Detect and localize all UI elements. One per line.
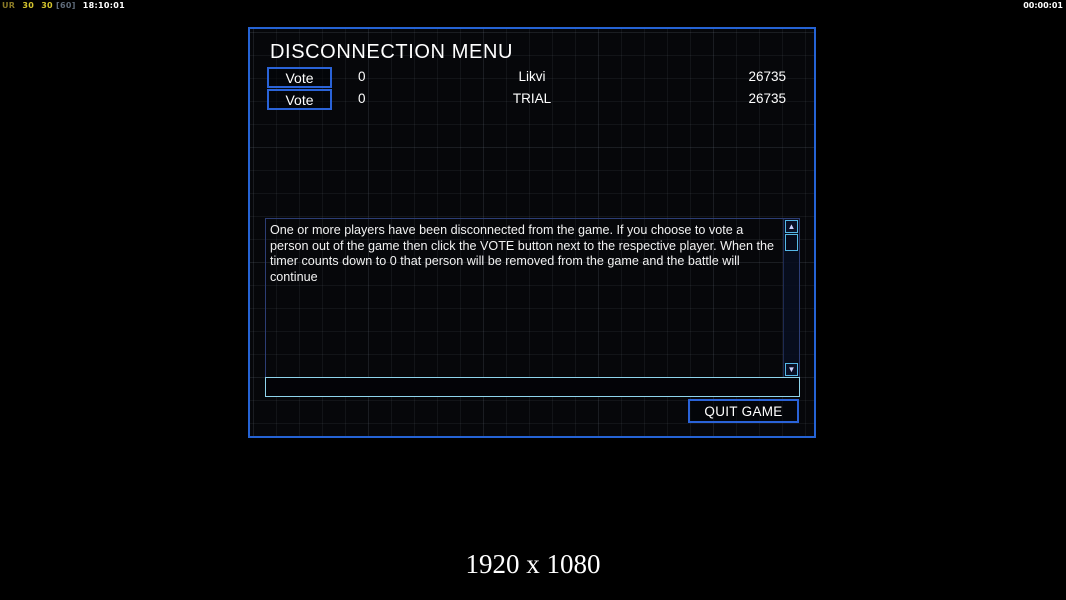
vote-button[interactable]: Vote bbox=[267, 89, 332, 110]
info-message-text: One or more players have been disconnected from the game. If you choose to vote a person out of the game then click the VOTE button next to the respective player. When the timer counts down to 0 that person will be removed from the game and the battle will continue bbox=[270, 223, 775, 284]
disconnection-menu-dialog bbox=[248, 27, 816, 438]
scroll-up-icon[interactable]: ▲ bbox=[785, 220, 798, 233]
vote-button[interactable]: Vote bbox=[267, 67, 332, 88]
hud-fps-max: [60] bbox=[56, 1, 76, 10]
vote-count: 0 bbox=[358, 91, 366, 106]
player-score: 26735 bbox=[748, 69, 786, 84]
hud-ping-label: UR bbox=[2, 1, 16, 10]
hud-clock: 18:10:01 bbox=[82, 1, 125, 10]
vote-count: 0 bbox=[358, 69, 366, 84]
message-scrollbar[interactable] bbox=[783, 219, 799, 377]
player-row bbox=[250, 67, 814, 89]
hud-match-timer: 00:00:01 bbox=[1023, 1, 1063, 10]
hud-fps-current: 30 bbox=[41, 1, 53, 10]
chat-input[interactable] bbox=[265, 377, 800, 397]
scrollbar-thumb[interactable] bbox=[785, 234, 798, 251]
info-message-box bbox=[265, 218, 800, 378]
hud-fps-value: 30 bbox=[22, 1, 35, 10]
player-row bbox=[250, 89, 814, 111]
quit-game-button[interactable]: QUIT GAME bbox=[688, 399, 799, 423]
player-name: TRIAL bbox=[512, 91, 552, 106]
dialog-title: DISCONNECTION MENU bbox=[270, 41, 514, 63]
player-name: Likvi bbox=[518, 69, 546, 84]
scroll-down-icon[interactable]: ▼ bbox=[785, 363, 798, 376]
hud-status-text bbox=[2, 1, 129, 10]
resolution-label: 1920 x 1080 bbox=[465, 549, 601, 579]
player-score: 26735 bbox=[748, 91, 786, 106]
